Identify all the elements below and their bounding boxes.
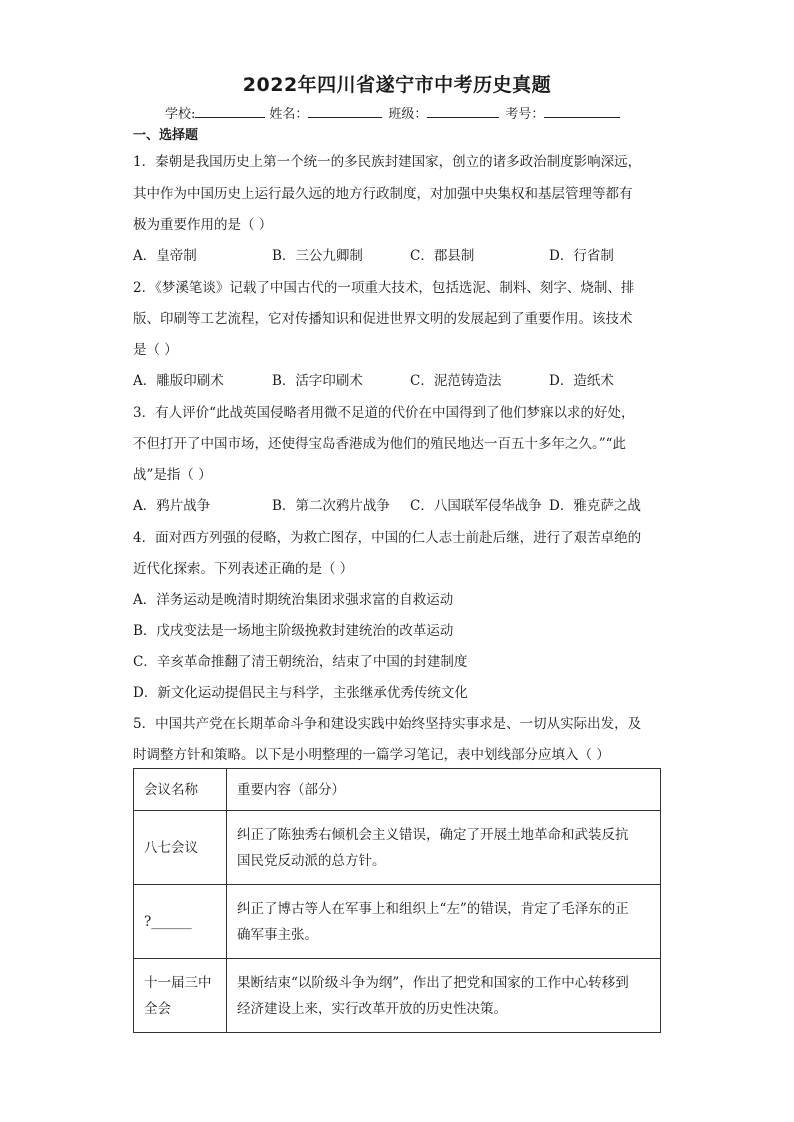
- q1-option-d[interactable]: D．行省制: [549, 248, 614, 264]
- q4-line-1: 4．面对西方列强的侵略，为救亡图存，中国的仁人志士前赴后继，进行了艰苦卓绝的: [133, 530, 642, 546]
- q1-line-1: 1．秦朝是我国历史上第一个统一的多民族封建国家，创立的诸多政治制度影响深远，: [133, 154, 642, 170]
- q2-line-3: 是（ ）: [133, 342, 178, 358]
- class-label: 班级：: [388, 107, 428, 122]
- q1-option-a[interactable]: A．皇帝制: [133, 248, 197, 264]
- study-notes-table: [133, 768, 661, 1033]
- exam-number-label: 考号：: [505, 107, 545, 122]
- q3-option-c[interactable]: C．八国联军侵华战争: [410, 498, 542, 514]
- q4-option-b[interactable]: B．戊戌变法是一场地主阶级挽救封建统治的改革运动: [133, 623, 454, 639]
- q1-option-b[interactable]: B．三公九卿制: [272, 248, 363, 264]
- content-line: 果断结束“以阶级斗争为纲”，作出了把党和国家的工作中心转移到: [237, 974, 629, 991]
- meeting-name-cell[interactable]: [134, 885, 227, 959]
- table-header-row: [134, 769, 661, 811]
- q2-option-b[interactable]: B．活字印刷术: [272, 373, 363, 389]
- header-meeting-name: 会议名称: [134, 769, 227, 811]
- q2-option-d[interactable]: D．造纸术: [549, 373, 614, 389]
- q5-line-1: 5．中国共产党在长期革命斗争和建设实践中始终坚持实事求是、一切从实际出发，及: [133, 716, 642, 732]
- table-row: [134, 811, 661, 885]
- meeting-name-text: 八七会议: [144, 839, 198, 856]
- meeting-name-text: 全会: [144, 1000, 171, 1017]
- meeting-content-cell: [227, 811, 661, 885]
- q3-line-3: 战”是指（ ）: [133, 467, 212, 483]
- content-line: 纠正了博古等人在军事上和组织上“左”的错误，肯定了毛泽东的正: [237, 900, 629, 917]
- q3-option-a[interactable]: A．鸦片战争: [133, 498, 211, 514]
- class-blank[interactable]: [427, 105, 499, 118]
- meeting-name-text: 十一届三中: [144, 974, 212, 991]
- exam-number-blank[interactable]: [544, 105, 620, 118]
- q1-line-3: 极为重要作用的是（ ）: [133, 217, 273, 233]
- meeting-content-cell: [227, 885, 661, 959]
- name-label: 姓名：: [269, 107, 309, 122]
- exam-title: 2022年四川省遂宁市中考历史真题: [242, 74, 552, 96]
- school-label: 学校:: [165, 107, 196, 122]
- table-row: [134, 959, 661, 1033]
- q1-line-2: 其中作为中国历史上运行最久远的地方行政制度，对加强中央集权和基层管理等都有: [133, 186, 633, 202]
- q4-option-a[interactable]: A．洋务运动是晚清时期统治集团求强求富的自救运动: [133, 592, 454, 608]
- student-info-line: [165, 103, 620, 122]
- q2-option-a[interactable]: A．雕版印刷术: [133, 373, 224, 389]
- table-row: [134, 885, 661, 959]
- q2-line-1: 2．《梦溪笔谈》记载了中国古代的一项重大技术，包括选泥、制料、刻字、烧制、排: [133, 280, 635, 296]
- header-key-content: 重要内容（部分）: [227, 769, 661, 811]
- content-line: 国民党反动派的总方针。: [237, 852, 386, 869]
- q4-option-c[interactable]: C．辛亥革命推翻了清王朝统治，结束了中国的封建制度: [133, 654, 468, 670]
- q3-line-1: 3．有人评价“此战英国侵略者用微不足道的代价在中国得到了他们梦寐以求的好处，: [133, 405, 635, 421]
- content-line: 经济建设上来，实行改革开放的历史性决策。: [237, 1000, 507, 1017]
- name-blank[interactable]: [308, 105, 382, 118]
- meeting-content-cell: [227, 959, 661, 1033]
- q3-option-b[interactable]: B．第二次鸦片战争: [272, 498, 390, 514]
- q2-line-2: 版、印刷等工艺流程，它对传播知识和促进世界文明的发展起到了重要作用。该技术: [133, 311, 633, 327]
- meeting-name-cell: [134, 811, 227, 885]
- q2-option-c[interactable]: C．泥范铸造法: [410, 373, 502, 389]
- meeting-name-blank[interactable]: ?______: [144, 913, 192, 930]
- q1-option-c[interactable]: C．郡县制: [410, 248, 475, 264]
- school-blank[interactable]: [195, 105, 265, 118]
- q3-option-d[interactable]: D．雅克萨之战: [549, 498, 641, 514]
- content-line: 纠正了陈独秀右倾机会主义错误，确定了开展土地革命和武装反抗: [237, 826, 629, 843]
- q5-line-2: 时调整方针和策略。以下是小明整理的一篇学习笔记，表中划线部分应填入（ ）: [133, 747, 610, 763]
- content-line: 确军事主张。: [237, 926, 318, 943]
- q4-option-d[interactable]: D．新文化运动提倡民主与科学，主张继承优秀传统文化: [133, 685, 468, 701]
- q4-line-2: 近代化探索。下列表述正确的是（ ）: [133, 561, 354, 577]
- q3-line-2: 不但打开了中国市场，还使得宝岛香港成为他们的殖民地达一百五十多年之久。”“此: [133, 436, 627, 452]
- meeting-name-cell: [134, 959, 227, 1033]
- section-heading: 一、选择题: [133, 128, 199, 143]
